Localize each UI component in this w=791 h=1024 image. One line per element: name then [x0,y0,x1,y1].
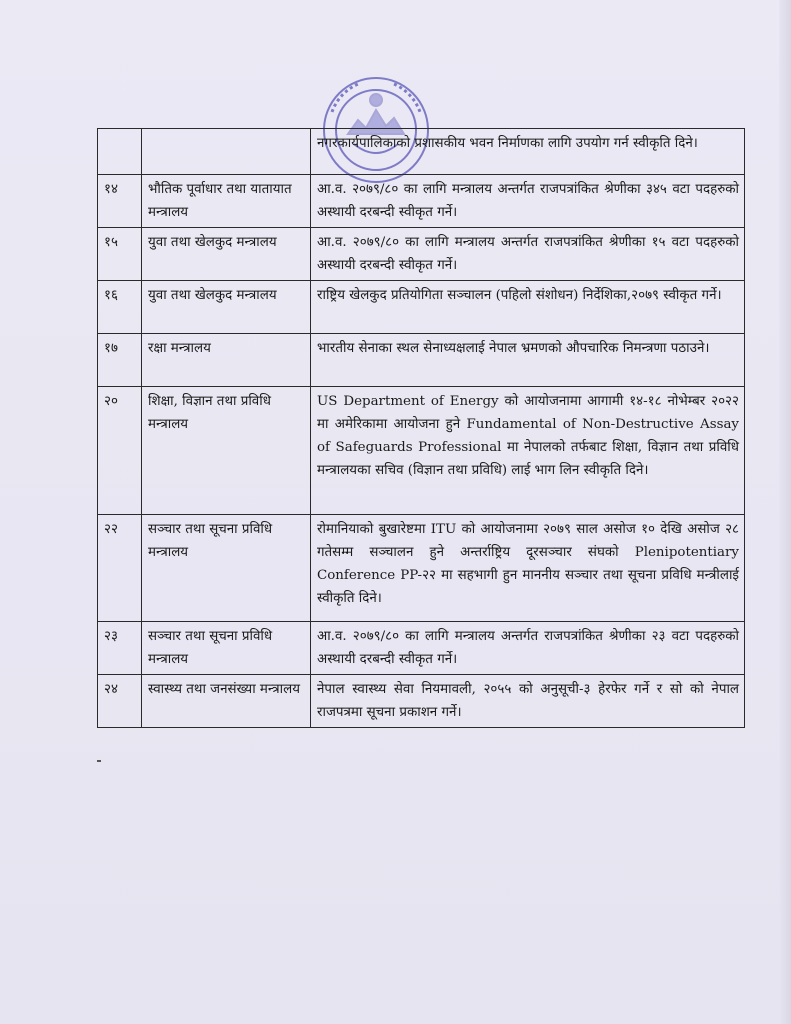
table-row [98,515,745,622]
decision-text: राष्ट्रिय खेलकुद प्रतियोगिता सञ्चालन (पहिलो संशोधन) निर्देशिका,२०७९ स्वीकृत गर्ने। [311,281,745,334]
ministry-name: रक्षा मन्त्रालय [142,334,311,387]
row-number: २३ [98,622,142,675]
row-number: २० [98,387,142,515]
decision-text: US Department of Energy को आयोजनामा आगामी १४-१८ नोभेम्बर २०२२ मा अमेरिकामा आयोजना हुने Fundamental of Non-Destructive Assay of Safeguards Professional मा नेपालको तर्फबाट शिक्षा, विज्ञान तथा प्रविधि मन्त्रालयका सचिव (विज्ञान तथा प्रविधि) लाई भाग लिन स्वीकृति दिने। [311,387,745,515]
ministry-name [142,129,311,175]
ministry-name: युवा तथा खेलकुद मन्त्रालय [142,228,311,281]
decision-text: आ.व. २०७९/८० का लागि मन्त्रालय अन्तर्गत राजपत्रांकित श्रेणीका १५ वटा पदहरुको अस्थायी दरबन्दी स्वीकृत गर्ने। [311,228,745,281]
ministry-name: सञ्चार तथा सूचना प्रविधि मन्त्रालय [142,515,311,622]
decision-text: रोमानियाको बुखारेष्टमा ITU को आयोजनामा २०७९ साल असोज १० देखि असोज २८ गतेसम्म सञ्चालन हुने अन्तर्राष्ट्रिय दूरसञ्चार संघको Plenipotentiary Conference PP-२२ मा सहभागी हुन माननीय सञ्चार तथा सूचना प्रविधि मन्त्रीलाई स्वीकृति दिने। [311,515,745,622]
row-number [98,129,142,175]
row-number: १६ [98,281,142,334]
decision-text: आ.व. २०७९/८० का लागि मन्त्रालय अन्तर्गत राजपत्रांकित श्रेणीका २३ वटा पदहरुको अस्थायी दरबन्दी स्वीकृत गर्ने। [311,622,745,675]
decision-text: नेपाल स्वास्थ्य सेवा नियमावली, २०५५ को अनुसूची-३ हेरफेर गर्ने र सो को नेपाल राजपत्रमा सूचना प्रकाशन गर्ने। [311,675,745,728]
ministry-name: भौतिक पूर्वाधार तथा यातायात मन्त्रालय [142,175,311,228]
scan-speck [97,760,101,762]
ministry-name: शिक्षा, विज्ञान तथा प्रविधि मन्त्रालय [142,387,311,515]
table-row [98,675,745,728]
table-row [98,387,745,515]
row-number: १५ [98,228,142,281]
decision-text: भारतीय सेनाका स्थल सेनाध्यक्षलाई नेपाल भ्रमणको औपचारिक निमन्त्रणा पठाउने। [311,334,745,387]
ministry-name: सञ्चार तथा सूचना प्रविधि मन्त्रालय [142,622,311,675]
decisions-table [97,128,745,728]
decision-text: नगरकार्यपालिकाको प्रशासकीय भवन निर्माणका लागि उपयोग गर्न स्वीकृति दिने। [311,129,745,175]
ministry-name: स्वास्थ्य तथा जनसंख्या मन्त्रालय [142,675,311,728]
table-row [98,622,745,675]
row-number: १४ [98,175,142,228]
decision-text: आ.व. २०७९/८० का लागि मन्त्रालय अन्तर्गत राजपत्रांकित श्रेणीका ३४५ वटा पदहरुको अस्थायी दरबन्दी स्वीकृत गर्ने। [311,175,745,228]
table-row [98,129,745,175]
table-row [98,175,745,228]
row-number: २२ [98,515,142,622]
row-number: १७ [98,334,142,387]
table-row [98,281,745,334]
table-row [98,334,745,387]
table-row [98,228,745,281]
row-number: २४ [98,675,142,728]
ministry-name: युवा तथा खेलकुद मन्त्रालय [142,281,311,334]
page-edge-shadow [779,0,791,1024]
